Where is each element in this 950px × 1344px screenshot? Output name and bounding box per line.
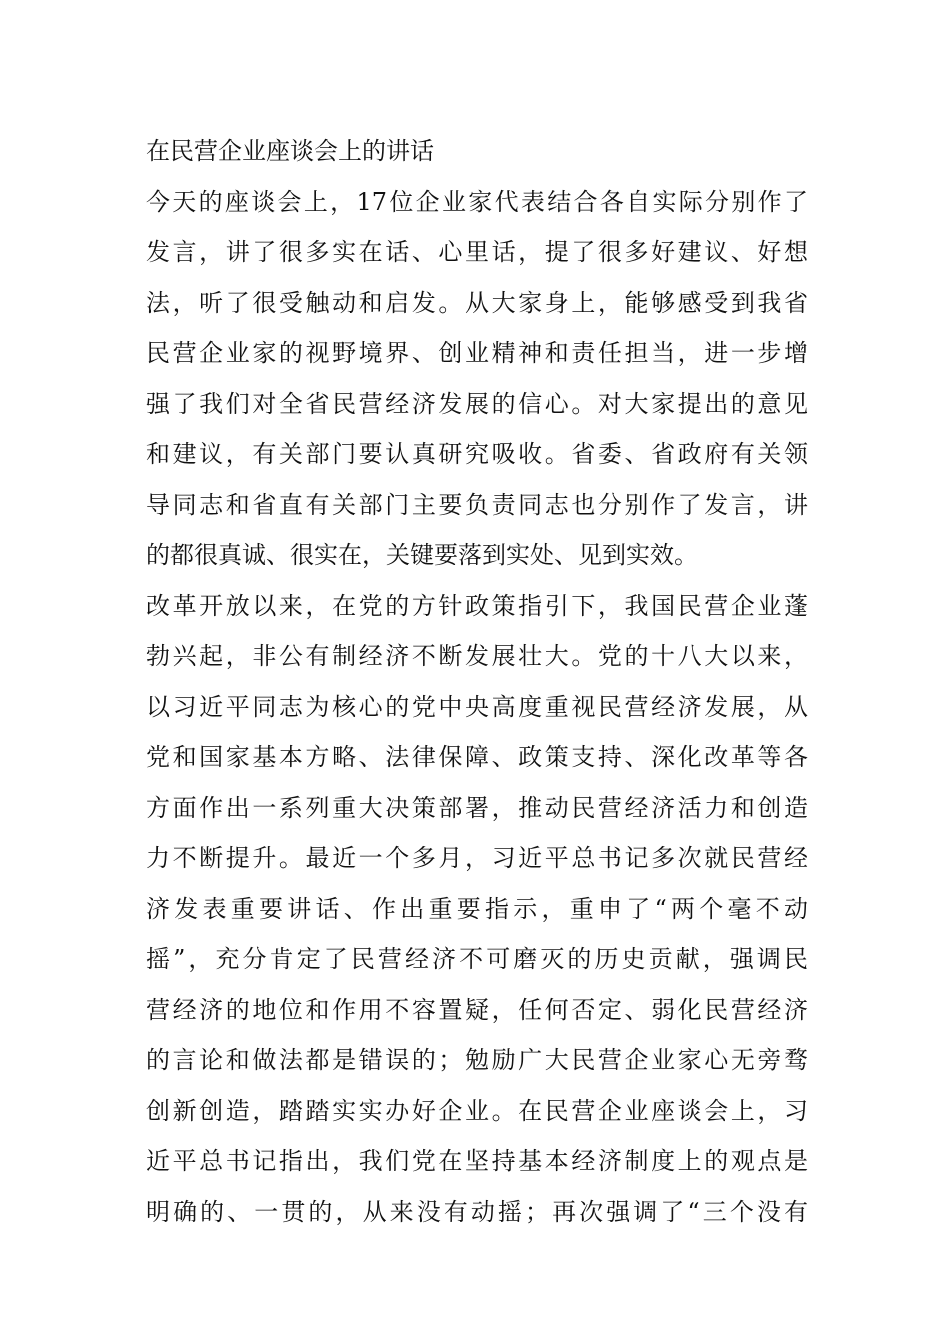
text-line: 今天的座谈会上，17位企业家代表结合各自实际分别作了 <box>146 187 808 216</box>
text-line: 发言，讲了很多实在话、心里话，提了很多好建议、好想 <box>146 238 808 266</box>
text-line: 的言论和做法都是错误的；勉励广大民营企业家心无旁骛 <box>146 1046 808 1074</box>
text-line: 近平总书记指出，我们党在坚持基本经济制度上的观点是 <box>146 1147 808 1175</box>
text-line: 导同志和省直有关部门主要负责同志也分别作了发言，讲 <box>146 490 808 519</box>
text-line: 勃兴起，非公有制经济不断发展壮大。党的十八大以来， <box>146 642 808 670</box>
text-line: 摇”，充分肯定了民营经济不可磨灭的历史贡献，强调民 <box>146 945 808 973</box>
paragraph-1 <box>146 177 808 581</box>
text-line: 以习近平同志为核心的党中央高度重视民营经济发展，从 <box>146 692 808 721</box>
text-line: 和建议，有关部门要认真研究吸收。省委、省政府有关领 <box>146 440 808 468</box>
text-line: 方面作出一系列重大决策部署，推动民营经济活力和创造 <box>146 793 808 822</box>
text-line: 党和国家基本方略、法律保障、政策支持、深化改革等各 <box>146 743 808 771</box>
text-line: 改革开放以来，在党的方针政策指引下，我国民营企业蓬 <box>146 591 808 620</box>
text-line: 营经济的地位和作用不容置疑，任何否定、弱化民营经济 <box>146 995 808 1024</box>
paragraph-2 <box>146 581 808 1238</box>
text-line: 强了我们对全省民营经济发展的信心。对大家提出的意见 <box>146 389 808 418</box>
text-line: 明确的、一贯的，从来没有动摇；再次强调了“三个没有 <box>146 1197 808 1226</box>
text-line: 法，听了很受触动和启发。从大家身上，能够感受到我省 <box>146 288 808 317</box>
text-line: 民营企业家的视野境界、创业精神和责任担当，进一步增 <box>146 339 808 367</box>
text-line: 济发表重要讲话、作出重要指示，重申了“两个毫不动 <box>146 894 808 923</box>
document-title: 在民营企业座谈会上的讲话 <box>146 137 434 165</box>
text-line: 的都很真诚、很实在，关键要落到实处、见到实效。 <box>146 541 698 569</box>
text-line: 力不断提升。最近一个多月，习近平总书记多次就民营经 <box>146 844 808 872</box>
text-line: 创新创造，踏踏实实办好企业。在民营企业座谈会上，习 <box>146 1096 808 1125</box>
document-body <box>146 126 808 1237</box>
